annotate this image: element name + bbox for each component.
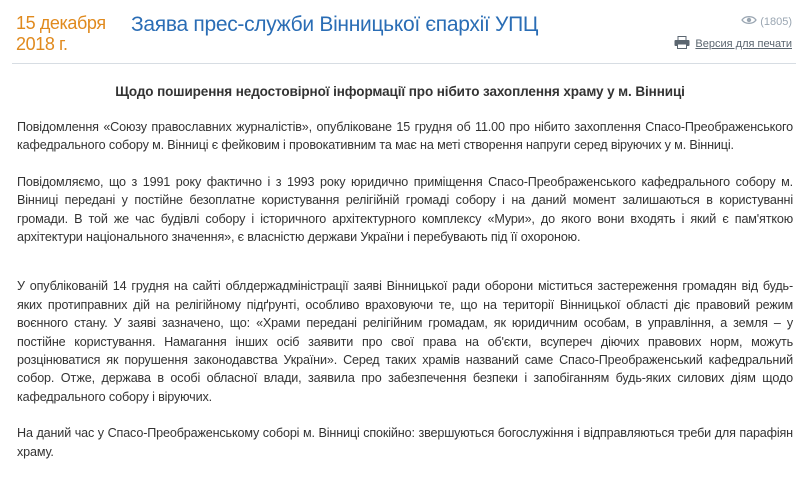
article-paragraph-3: У опублікованій 14 грудня на сайті облдержадміністрації заяві Вінницької ради оборони міститься застереження громадян від будь-яких протиправних дій на релігійному підґрунті, особливо враховуючи те, що на території Вінницької області діє правовий режим воєнного стану. У заяві зазначено, що: «Храми передані релігійним громадам, як юридичним особам, в управління, а земля – у постійне користування. Намагання інших осіб заявити про свої права на об'єкти, всупереч діючих правових норм, можуть розцінюватися як порушення законодавства України». Серед таких храмів названий саме Спасо-Преображенський кафедральний собор. Отже, держава в особі обласної влади, заявила про забезпечення безпеки і запобіганням будь-яких силових діям щодо кафедрального собору і віруючих. xyxy=(17,279,793,404)
views-counter xyxy=(741,15,792,28)
article-paragraph-1: Повідомлення «Союзу православних журналістів», опубліковане 15 грудня об 11.00 про нібито захоплення Спасо-Преображенського кафедрального собору м. Вінниці є фейковим і провокативним та має на меті створення напруги серед віруючих у м. Вінниці. xyxy=(17,120,793,153)
printer-icon xyxy=(674,36,690,52)
article-header xyxy=(0,0,800,62)
article-paragraph-4: На даний час у Спасо-Преображенському соборі м. Вінниці спокійно: звершуються богослужіння і відправляються треби для парафіян храму. xyxy=(17,426,793,459)
date-year: 2018 г. xyxy=(16,34,68,54)
publication-date xyxy=(16,13,106,55)
print-version-label[interactable]: Версия для печати xyxy=(695,38,792,50)
article-body xyxy=(17,118,793,479)
views-count: (1805) xyxy=(760,15,792,28)
header-divider xyxy=(12,63,796,64)
date-day-month: 15 декабря xyxy=(16,13,106,33)
article-subtitle: Щодо поширення недостовірної інформації про нібито захоплення храму у м. Вінниці xyxy=(115,84,685,99)
print-version-link[interactable] xyxy=(674,36,792,52)
page-title: Заява прес-служби Вінницької єпархії УПЦ xyxy=(131,13,539,36)
article-paragraph-2: Повідомляємо, що з 1991 року фактично і з 1993 року юридично приміщення Спасо-Преображенського кафедрального собору м. Вінниці передані у постійне безоплатне користування релігійній громаді собору і на даний момент залишаються в користуванні громади. В той же час будівлі собору і історичного архітектурного комплексу «Мури», до якого вони входять і який є пам'яткою архітектури національного значення», є власністю держави України і перебувають під її охороною. xyxy=(17,174,793,245)
eye-icon xyxy=(741,15,757,28)
